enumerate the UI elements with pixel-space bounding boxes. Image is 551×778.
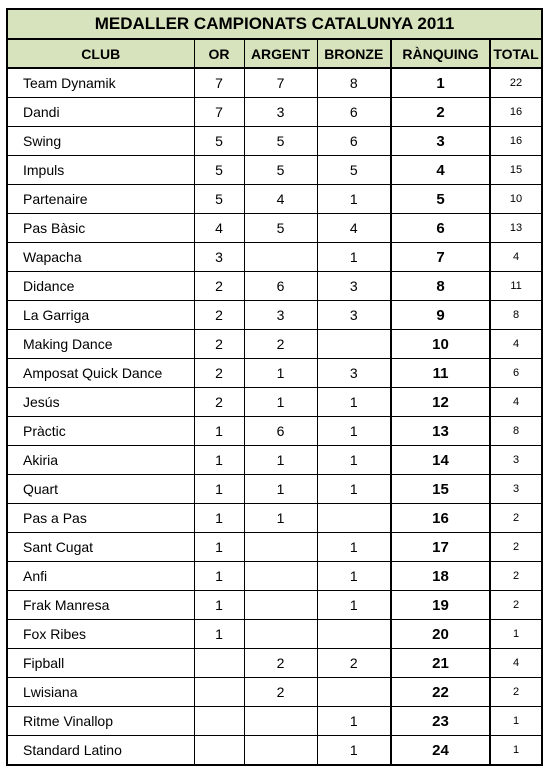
cell-or: 7 [194,98,244,127]
cell-club: Team Dynamik [7,68,194,98]
cell-or: 1 [194,591,244,620]
cell-ranquing: 7 [391,243,490,272]
cell-or: 4 [194,214,244,243]
cell-bronze: 6 [317,127,391,156]
cell-ranquing: 4 [391,156,490,185]
cell-total: 2 [490,562,542,591]
cell-or [194,649,244,678]
cell-ranquing: 12 [391,388,490,417]
cell-or: 3 [194,243,244,272]
cell-bronze [317,620,391,649]
cell-club: Fipball [7,649,194,678]
cell-bronze: 1 [317,736,391,766]
cell-bronze: 1 [317,533,391,562]
table-row [7,562,542,591]
cell-total: 8 [490,417,542,446]
cell-total: 1 [490,620,542,649]
cell-ranquing: 2 [391,98,490,127]
cell-club: Quart [7,475,194,504]
table-row [7,678,542,707]
cell-total: 11 [490,272,542,301]
cell-or: 1 [194,504,244,533]
cell-club: Pràctic [7,417,194,446]
table-row [7,330,542,359]
table-row [7,707,542,736]
cell-or: 2 [194,330,244,359]
cell-ranquing: 10 [391,330,490,359]
cell-bronze [317,504,391,533]
table-row [7,649,542,678]
cell-club: Impuls [7,156,194,185]
cell-club: Anfi [7,562,194,591]
cell-club: Lwisiana [7,678,194,707]
cell-bronze [317,678,391,707]
cell-argent: 2 [244,330,317,359]
table-row [7,156,542,185]
column-header-bronze: BRONZE [317,39,391,68]
cell-or: 2 [194,301,244,330]
cell-or: 1 [194,533,244,562]
cell-total: 4 [490,649,542,678]
cell-club: Standard Latino [7,736,194,766]
cell-or [194,707,244,736]
cell-ranquing: 1 [391,68,490,98]
table-row [7,301,542,330]
cell-club: Jesús [7,388,194,417]
cell-club: Sant Cugat [7,533,194,562]
cell-or: 2 [194,272,244,301]
cell-bronze: 1 [317,388,391,417]
cell-or: 7 [194,68,244,98]
cell-total: 10 [490,185,542,214]
header-row [7,39,542,68]
cell-or: 1 [194,446,244,475]
cell-total: 2 [490,678,542,707]
cell-ranquing: 15 [391,475,490,504]
cell-argent: 2 [244,649,317,678]
cell-ranquing: 17 [391,533,490,562]
cell-ranquing: 6 [391,214,490,243]
cell-total: 2 [490,591,542,620]
cell-bronze [317,330,391,359]
cell-or: 1 [194,475,244,504]
medal-table [6,8,543,766]
cell-argent: 1 [244,388,317,417]
cell-ranquing: 20 [391,620,490,649]
cell-bronze: 5 [317,156,391,185]
cell-ranquing: 16 [391,504,490,533]
cell-total: 22 [490,68,542,98]
cell-club: Dandi [7,98,194,127]
cell-total: 4 [490,330,542,359]
cell-club: La Garriga [7,301,194,330]
cell-or: 1 [194,562,244,591]
column-header-total: TOTAL [490,39,542,68]
cell-bronze: 2 [317,649,391,678]
cell-or: 1 [194,417,244,446]
cell-total: 1 [490,736,542,766]
cell-bronze: 1 [317,562,391,591]
cell-argent: 5 [244,156,317,185]
cell-ranquing: 19 [391,591,490,620]
cell-ranquing: 22 [391,678,490,707]
column-header-argent: ARGENT [244,39,317,68]
table-row [7,736,542,766]
cell-total: 16 [490,98,542,127]
table-row [7,214,542,243]
cell-or: 5 [194,127,244,156]
table-row [7,359,542,388]
cell-total: 6 [490,359,542,388]
cell-club: Pas Bàsic [7,214,194,243]
cell-total: 13 [490,214,542,243]
table-row [7,620,542,649]
cell-bronze: 1 [317,243,391,272]
cell-club: Amposat Quick Dance [7,359,194,388]
cell-ranquing: 14 [391,446,490,475]
cell-argent [244,707,317,736]
cell-argent: 3 [244,301,317,330]
table-row [7,185,542,214]
cell-club: Making Dance [7,330,194,359]
cell-argent: 1 [244,359,317,388]
cell-club: Partenaire [7,185,194,214]
cell-total: 15 [490,156,542,185]
cell-club: Wapacha [7,243,194,272]
cell-club: Frak Manresa [7,591,194,620]
column-header-ranquing: RÀNQUING [391,39,490,68]
cell-argent: 6 [244,272,317,301]
table-row [7,388,542,417]
cell-bronze: 1 [317,475,391,504]
cell-club: Pas a Pas [7,504,194,533]
cell-argent [244,736,317,766]
cell-ranquing: 8 [391,272,490,301]
table-row [7,127,542,156]
cell-total: 4 [490,388,542,417]
cell-total: 2 [490,533,542,562]
cell-argent [244,620,317,649]
cell-argent [244,533,317,562]
cell-argent: 1 [244,504,317,533]
cell-total: 16 [490,127,542,156]
cell-argent: 1 [244,446,317,475]
cell-or: 2 [194,359,244,388]
table-row [7,446,542,475]
cell-or: 5 [194,185,244,214]
cell-argent: 5 [244,127,317,156]
cell-ranquing: 23 [391,707,490,736]
cell-bronze: 1 [317,591,391,620]
cell-ranquing: 18 [391,562,490,591]
cell-ranquing: 3 [391,127,490,156]
cell-bronze: 3 [317,301,391,330]
table-row [7,533,542,562]
cell-ranquing: 24 [391,736,490,766]
table-body [7,68,542,765]
cell-total: 3 [490,475,542,504]
table-row [7,68,542,98]
cell-club: Akiria [7,446,194,475]
cell-bronze: 1 [317,446,391,475]
cell-ranquing: 21 [391,649,490,678]
cell-ranquing: 11 [391,359,490,388]
cell-or [194,736,244,766]
cell-club: Ritme Vinallop [7,707,194,736]
table-row [7,272,542,301]
cell-total: 1 [490,707,542,736]
cell-or: 5 [194,156,244,185]
cell-total: 8 [490,301,542,330]
cell-argent [244,591,317,620]
table-row [7,98,542,127]
cell-argent: 2 [244,678,317,707]
cell-argent: 5 [244,214,317,243]
column-header-or: OR [194,39,244,68]
cell-argent: 4 [244,185,317,214]
cell-argent: 6 [244,417,317,446]
table-title: MEDALLER CAMPIONATS CATALUNYA 2011 [7,9,542,39]
cell-or: 2 [194,388,244,417]
cell-or: 1 [194,620,244,649]
cell-argent [244,243,317,272]
column-header-club: CLUB [7,39,194,68]
table-row [7,475,542,504]
table-row [7,591,542,620]
cell-bronze: 8 [317,68,391,98]
cell-bronze: 6 [317,98,391,127]
cell-total: 3 [490,446,542,475]
table-row [7,417,542,446]
cell-ranquing: 5 [391,185,490,214]
cell-argent: 7 [244,68,317,98]
cell-argent: 3 [244,98,317,127]
cell-bronze: 4 [317,214,391,243]
cell-argent: 1 [244,475,317,504]
cell-bronze: 1 [317,417,391,446]
cell-ranquing: 9 [391,301,490,330]
cell-club: Didance [7,272,194,301]
cell-club: Fox Ribes [7,620,194,649]
cell-argent [244,562,317,591]
cell-bronze: 3 [317,359,391,388]
table-row [7,243,542,272]
cell-or [194,678,244,707]
cell-total: 2 [490,504,542,533]
cell-ranquing: 13 [391,417,490,446]
cell-bronze: 1 [317,707,391,736]
cell-bronze: 3 [317,272,391,301]
title-row [7,9,542,39]
table-row [7,504,542,533]
cell-bronze: 1 [317,185,391,214]
cell-club: Swing [7,127,194,156]
cell-total: 4 [490,243,542,272]
